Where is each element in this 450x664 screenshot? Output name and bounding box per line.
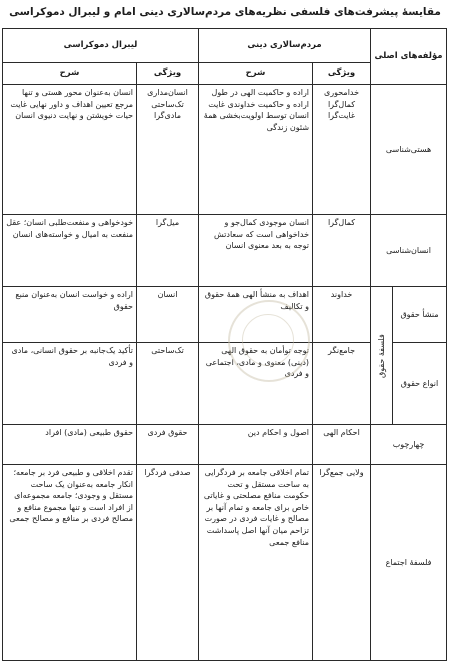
rd-feature: خداوند (313, 287, 371, 343)
rd-feature: احکام الهی (313, 425, 371, 465)
rd-feature: خدامحوری کمال‌گرا غایت‌گرا (313, 85, 371, 215)
header-ld-description: شرح (3, 63, 137, 85)
header-rd-feature: ویژگی (313, 63, 371, 85)
header-religious-democracy: مردم‌سالاری دینی (199, 29, 371, 63)
ld-feature: حقوق فردی (137, 425, 199, 465)
table-row (3, 85, 447, 215)
ld-description: تأکید یک‌جانبه بر حقوق انسانی، مادی و فردی (3, 343, 137, 425)
rd-description: تمام اخلاقی جامعه بر فردگرایی به ساحت مستقل و تحت حکومت منافع مصلحتی و غایاتی خاص برای جامعه و تمام آنها بر مصالح و غایات فردی در صورت تزاحم میان آنها اصل پاسداشت منافع جمعی (199, 465, 313, 661)
row-component: انسان‌شناسی (371, 215, 447, 287)
group-label: فلسفهٔ حقوق (371, 287, 393, 425)
ld-description: اراده و خواست انسان به‌عنوان منبع حقوق (3, 287, 137, 343)
table-row (3, 465, 447, 661)
row-component: منشأ حقوق (393, 287, 447, 343)
ld-description: حقوق طبیعی (مادی) افراد (3, 425, 137, 465)
row-component: انواع حقوق (393, 343, 447, 425)
ld-feature: تک‌ساحتی (137, 343, 199, 425)
document-title: مقایسهٔ پیشرفت‌های فلسفی نظریه‌های مردم‌سالاری دینی امام و لیبرال دموکراسی (9, 6, 441, 18)
comparison-table (2, 28, 447, 661)
ld-feature: انسان (137, 287, 199, 343)
table-row (3, 425, 447, 465)
header-ld-feature: ویژگی (137, 63, 199, 85)
rd-description: اراده و حاکمیت الهی در طول اراده و حاکمیت خداوندی غایت انسان توسط اولویت‌بخشی همهٔ شئون زندگی (199, 85, 313, 215)
rd-feature: ولایی جمع‌گرا (313, 465, 371, 661)
ld-feature: صدفی فردگرا (137, 465, 199, 661)
row-component: فلسفهٔ اجتماع (371, 465, 447, 661)
table-row (3, 287, 447, 343)
ld-description: تقدم اخلاقی و طبیعی فرد بر جامعه؛ انکار جامعه به‌عنوان یک ساحت مستقل و وجودی؛ جامعه مجموعه‌ای از افراد است و تنها مجموع منافع و مصالح فردی بر منافع و مصالح جمعی (3, 465, 137, 661)
ld-description: انسان به‌عنوان محور هستی و تنها مرجع تعیین اهداف و داور نهایی غایت حیات خویشتن و نهایت دنیوی انسان (3, 85, 137, 215)
header-liberal-democracy: لیبرال دموکراسی (3, 29, 199, 63)
rd-feature: جامع‌نگر (313, 343, 371, 425)
row-component: چهارچوب (371, 425, 447, 465)
table-row (3, 215, 447, 287)
rd-description: اصول و احکام دین (199, 425, 313, 465)
rd-description: انسان موجودی کمال‌جو و خداخواهی است که سعادتش توجه به بعد معنوی انسان (199, 215, 313, 287)
ld-feature: انسان‌مداری تک‌ساحتی مادی‌گرا (137, 85, 199, 215)
header-row-1 (3, 29, 447, 63)
ld-feature: میل‌گرا (137, 215, 199, 287)
rd-description: توجه توأمان به حقوق الهی (دینی) معنوی و مادی، اجتماعی و فردی (199, 343, 313, 425)
row-component: هستی‌شناسی (371, 85, 447, 215)
header-components: مؤلفه‌های اصلی (371, 29, 447, 85)
ld-description: خودخواهی و منفعت‌طلبی انسان؛ عقل منفعت به امیال و خواسته‌های انسان (3, 215, 137, 287)
header-rd-description: شرح (199, 63, 313, 85)
rd-description: اهداف به منشأ الهی همهٔ حقوق و تکالیف (199, 287, 313, 343)
rd-feature: کمال‌گرا (313, 215, 371, 287)
